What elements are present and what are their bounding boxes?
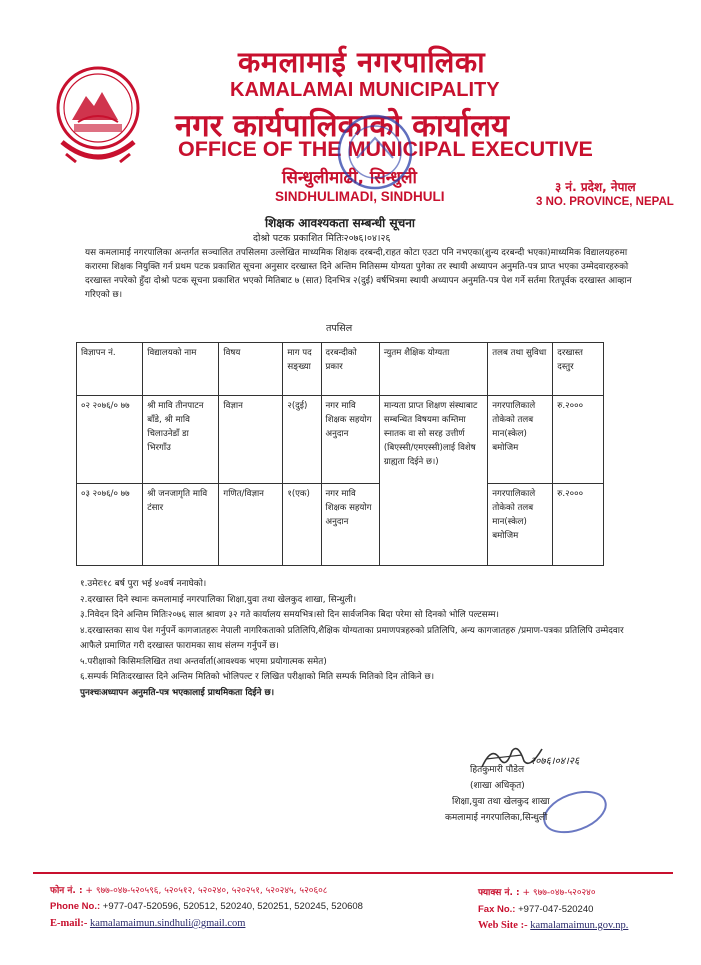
- cell-posts: १(एक): [283, 484, 321, 566]
- title-nepali: कमलामाई नगरपालिका: [238, 45, 486, 79]
- cell-subject: गणित/विज्ञान: [219, 484, 283, 566]
- note-item: २.दरखास्त दिने स्थानः कमलामाई नगरपालिका शिक्षा,युवा तथा खेलकुद शाखा, सिन्धुली।: [80, 594, 357, 605]
- col-header-school: विद्यालयको नाम: [143, 343, 219, 396]
- fax-np-value: + ९७७-०४७-५२०२४०: [522, 888, 596, 898]
- note-item: ५.परीक्षाको किसिमःलिखित तथा अन्तर्वार्ता(आवश्यक भएमा प्रयोगात्मक समेत): [80, 656, 327, 667]
- tapsil-heading: तपसिल: [326, 323, 353, 334]
- signatory-name: हितकुमारी पौडेल: [470, 765, 525, 775]
- phone-np-label: फोन नं. :: [50, 886, 83, 896]
- cell-school: श्री जनजागृति मावि टंसार: [143, 484, 219, 566]
- footer-website: [478, 920, 628, 931]
- col-header-subject: विषय: [219, 343, 283, 396]
- cell-type: नगर मावि शिक्षक सहयोग अनुदान: [321, 484, 379, 566]
- branch-stamp: [540, 790, 610, 835]
- table-row: [77, 484, 604, 566]
- email-link[interactable]: kamalamaimun.sindhuli@gmail.com: [89, 918, 246, 929]
- website-link[interactable]: kamalamaimun.gov.np.: [530, 920, 629, 931]
- footer-fax-en: [478, 904, 593, 915]
- footer-phone-en: [50, 901, 363, 912]
- notice-publish-date: दोश्रो पटक प्रकाशित मितिः२०७६।०४।२६: [253, 233, 391, 244]
- cell-adv-no: ०२ २०७६/० ७७: [77, 396, 143, 484]
- municipality-emblem: [52, 62, 144, 182]
- location-english: SINDHULIMADI, SINDHULI: [275, 189, 445, 204]
- notice-title: शिक्षक आवश्यकता सम्बन्धी सूचना: [265, 216, 415, 230]
- phone-en-label: Phone No.:: [50, 901, 101, 912]
- phone-np-value: + ९७७-०४७-५२०५९६, ५२०५१२, ५२०२४०, ५२०२५१, ५२०२४५, ५२०६०८: [85, 886, 328, 896]
- cell-salary: नगरपालिकाले तोकेको तलब मान(स्केल) बमोजिम: [488, 484, 553, 566]
- cell-adv-no: ०३ २०७६/० ७७: [77, 484, 143, 566]
- email-label: E-mail:-: [50, 918, 88, 929]
- cell-qualification: मान्यता प्राप्त शिक्षण संस्थाबाट सम्बन्धित विषयमा कम्तिमा स्नातक वा सो सरह उत्तीर्ण (बिएस्सी/एमएस्सी)लाई विशेष ग्राह्यता दिईने छ।): [379, 396, 487, 566]
- note-item: ३.निवेदन दिने अन्तिम मितिः२०७६ साल श्रावण ३२ गते कार्यालय समयभित्र।सो दिन सार्वजनिक बिदा परेमा सो दिनको भोलि पल्टसम्म।: [80, 610, 499, 620]
- col-header-posts: माग पद सङ्ख्या: [283, 343, 321, 396]
- col-header-type: दरबन्दीको प्रकार: [321, 343, 379, 396]
- province-nepali: ३ नं. प्रदेश, नेपाल: [555, 180, 636, 194]
- note-item: ४.दरखास्तका साथ पेश गर्नुपर्ने कागजातहरुः नेपाली नागरिकताको प्रतिलिपि,शैक्षिक योग्यताका प्रमाणपत्रहरुको प्रतिलिपि, अन्य कागजातहरु /प्रमाण-पत्रका प्रतिलिपि उम्मेदवार आफैले प्रमाणित गरी दरखास्त फारामका साथ संलग्न गर्नुपर्ने छ।: [80, 625, 624, 651]
- office-stamp: [335, 112, 415, 192]
- title-english: KAMALAMAI MUNICIPALITY: [230, 79, 500, 101]
- province-english: 3 NO. PROVINCE, NEPAL: [536, 196, 674, 208]
- office-english: OFFICE OF THE MUNICIPAL EXECUTIVE: [178, 137, 593, 161]
- signature-date: २०७६।०४।२६: [530, 756, 580, 767]
- col-header-qualification: न्युतम शैक्षिक योग्यता: [379, 343, 487, 396]
- col-header-fee: दरखास्त दस्तुर: [553, 343, 604, 396]
- cell-fee: रु.२०००: [553, 484, 604, 566]
- note-item: ६.सम्पर्क मितिःदरखास्त दिने अन्तिम मितिको भोलिपल्ट र लिखित परीक्षाको मिति सम्पर्क मितिको दिन तोकिने छ।: [80, 672, 435, 682]
- signatory-designation: (शाखा अधिकृत): [470, 781, 525, 791]
- vacancy-table: [76, 342, 604, 566]
- cell-subject: विज्ञान: [219, 396, 283, 484]
- signatory-office: कमलामाई नगरपालिका,सिन्धुली: [445, 813, 548, 823]
- website-label: Web Site :-: [478, 920, 528, 931]
- cell-fee: रु.२०००: [553, 396, 604, 484]
- footer-divider: [33, 872, 673, 874]
- fax-en-value: +977-047-520240: [518, 904, 594, 915]
- cell-posts: २(दुई): [283, 396, 321, 484]
- phone-en-value: +977-047-520596, 520512, 520240, 520251, 520245, 520608: [102, 901, 363, 912]
- fax-np-label: फ्याक्स नं. :: [478, 888, 520, 898]
- col-header-adv-no: विज्ञापन नं.: [77, 343, 143, 396]
- footer-email: [50, 918, 245, 929]
- table-row: [77, 396, 604, 484]
- note-item: पुनश्चःअध्यापन अनुमति-पत्र भएकालाई प्राथमिकता दिईने छ।: [80, 687, 275, 698]
- col-header-salary: तलब तथा सुविधा: [488, 343, 553, 396]
- footer-fax-np: [478, 885, 596, 898]
- cell-salary: नगरपालिकाले तोकेको तलब मान(स्केल) बमोजिम: [488, 396, 553, 484]
- cell-type: नगर मावि शिक्षक सहयोग अनुदान: [321, 396, 379, 484]
- fax-en-label: Fax No.:: [478, 904, 516, 915]
- cell-school: श्री मावि तीनपाटन बाँडे, श्री मावि चिलाउनेडाँ डा भिरगाँउ: [143, 396, 219, 484]
- signature-block: [445, 740, 550, 826]
- office-nepali: नगर कार्यपालिकाको कार्यालय: [175, 108, 509, 144]
- notice-paragraph: यस कमलामाई नगरपालिका अन्तर्गत सञ्चालित तपसिलमा उल्लेखित माध्यमिक शिक्षक दरबन्दी,राहत कोटा एउटा पनि नभएका(शुन्य दरबन्दी भएका)माध्यमिक विद्यालयहरुमा करारमा शिक्षक नियुक्ति गर्न प्रथम पटक प्रकाशित सूचना अनुसार दरखास्त दिने अन्तिम मितिसम्म योग्यता पुगेका तर स्थायी अध्यापन अनुमति-पत्र प्राप्त भएका उम्मेदवारहरुको दरखास्त नपरेको हुँदा दोश्रो पटक सूचना प्रकाशित भएको मितिबाट ७ (सात) दिनभित्र २(दुई) वर्षभित्रमा स्थायी अध्यापन अनुमति-पत्र पेश गर्ने सर्तमा रितपूर्वक दरखास्त आव्हान गरिएको छ।: [85, 248, 632, 300]
- signatory-branch: शिक्षा,युवा तथा खेलकुद शाखा: [452, 797, 550, 807]
- notes-list: [80, 577, 640, 701]
- note-item: १.उमेरः१८ बर्ष पुरा भई ४०वर्ष ननाघेको।: [80, 579, 207, 589]
- footer-phone-np: [50, 883, 328, 896]
- table-header-row: [77, 343, 604, 396]
- location-nepali: सिन्धुलीमाढी, सिन्धुली: [282, 168, 417, 188]
